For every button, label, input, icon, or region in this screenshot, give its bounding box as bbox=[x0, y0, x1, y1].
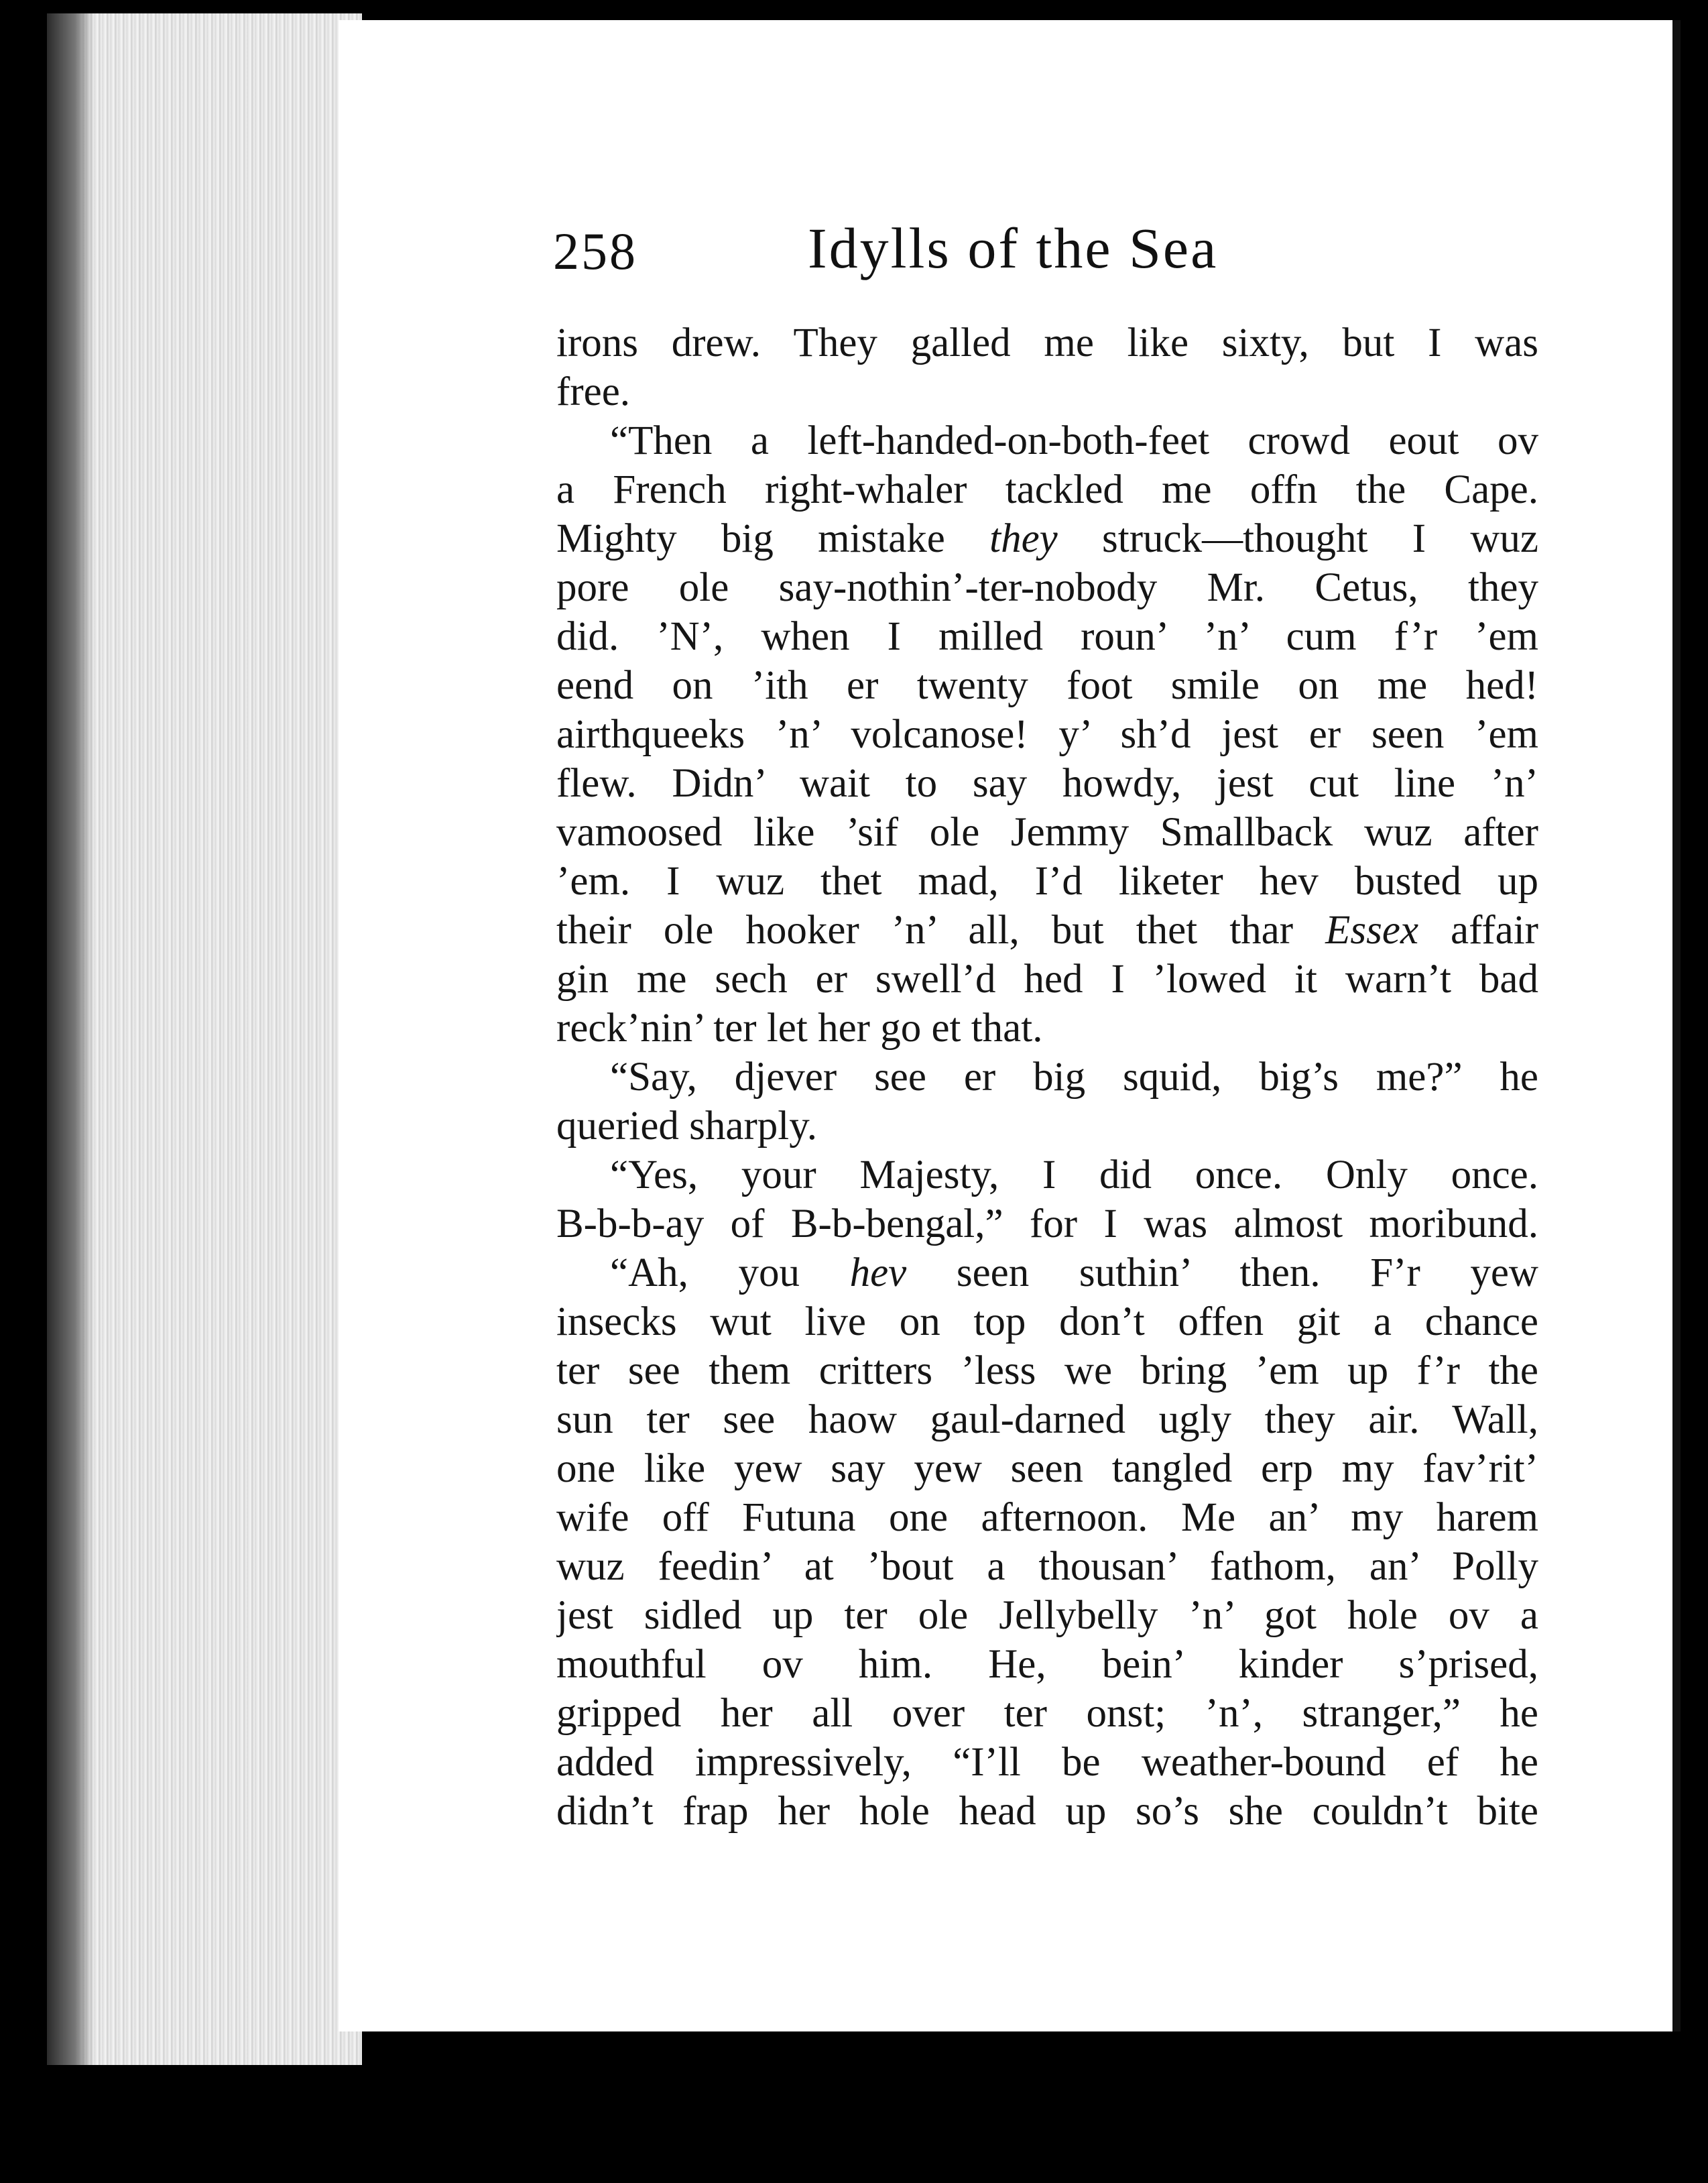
text-line: reck’nin’ ter let her go et that. bbox=[556, 1006, 1043, 1051]
text-line: “Then a left-handed-on-both-feet crowd eout ov bbox=[610, 418, 1538, 463]
page-number: 258 bbox=[553, 222, 637, 280]
text-line: gin me sech er swell’d hed I ’lowed it warn’t bad bbox=[556, 957, 1538, 1002]
body-text bbox=[556, 318, 1538, 1954]
text-line: wuz feedin’ at ’bout a thousan’ fathom, an’ Polly bbox=[556, 1544, 1538, 1589]
text-line: irons drew. They galled me like sixty, but I was bbox=[556, 320, 1538, 365]
text-line: gripped her all over ter onst; ’n’, stranger,” he bbox=[556, 1691, 1538, 1736]
italic-word: hev bbox=[849, 1250, 907, 1295]
text-line: queried sharply. bbox=[556, 1104, 818, 1148]
text-line: a French right-whaler tackled me offn the Cape. bbox=[556, 467, 1538, 512]
text-line: “Say, djever see er big squid, big’s me?” he bbox=[610, 1055, 1538, 1100]
text-line: eend on ’ith er twenty foot smile on me hed! bbox=[556, 663, 1538, 708]
running-title: Idylls of the Sea bbox=[808, 216, 1219, 280]
text-line: B-b-b-ay of B-b-bengal,” for I was almost moribund. bbox=[556, 1201, 1538, 1246]
text-line bbox=[556, 1248, 1538, 1297]
text-segment: “Ah, you bbox=[610, 1250, 850, 1295]
text-line: flew. Didn’ wait to say howdy, jest cut line ’n’ bbox=[556, 761, 1538, 806]
page-right-rule bbox=[1672, 20, 1681, 2031]
italic-word: they bbox=[989, 516, 1058, 561]
text-segment: Mighty big mistake bbox=[556, 516, 990, 561]
text-line bbox=[556, 514, 1538, 563]
text-line: airthqueeks ’n’ volcanose! y’ sh’d jest er seen ’em bbox=[556, 712, 1538, 757]
text-segment: struck—thought I wuz bbox=[1057, 516, 1538, 561]
text-line: sun ter see haow gaul-darned ugly they air. Wall, bbox=[556, 1397, 1538, 1442]
text-line: one like yew say yew seen tangled erp my fav’rit’ bbox=[556, 1446, 1538, 1491]
text-line: pore ole say-nothin’-ter-nobody Mr. Cetus, they bbox=[556, 565, 1538, 610]
text-line: added impressively, “I’ll be weather-bound ef he bbox=[556, 1740, 1538, 1785]
text-line: insecks wut live on top don’t offen git a chance bbox=[556, 1299, 1538, 1344]
text-line: ’em. I wuz thet mad, I’d liketer hev busted up bbox=[556, 859, 1538, 904]
text-line: didn’t frap her hole head up so’s she couldn’t bite bbox=[556, 1789, 1538, 1834]
page-edges-shadow bbox=[47, 13, 94, 2065]
text-line: “Yes, your Majesty, I did once. Only once. bbox=[610, 1153, 1538, 1197]
text-line bbox=[556, 906, 1538, 955]
scan-bottom-border bbox=[0, 2112, 1708, 2183]
text-line: ter see them critters ’less we bring ’em up f’r the bbox=[556, 1348, 1538, 1393]
text-segment: seen suthin’ then. F’r yew bbox=[906, 1250, 1538, 1295]
text-segment: affair bbox=[1418, 908, 1538, 953]
text-line: vamoosed like ’sif ole Jemmy Smallback wuz after bbox=[556, 810, 1538, 855]
running-header bbox=[553, 215, 1545, 302]
italic-word: Essex bbox=[1325, 908, 1419, 953]
text-line: wife off Futuna one afternoon. Me an’ my harem bbox=[556, 1495, 1538, 1540]
text-line: free. bbox=[556, 369, 631, 414]
text-line: did. ’N’, when I milled roun’ ’n’ cum f’r ’em bbox=[556, 614, 1538, 659]
text-line: jest sidled up ter ole Jellybelly ’n’ got hole ov a bbox=[556, 1593, 1538, 1638]
text-segment: their ole hooker ’n’ all, but thet thar bbox=[556, 908, 1326, 953]
text-line: mouthful ov him. He, bein’ kinder s’prised, bbox=[556, 1642, 1538, 1687]
page-edges bbox=[47, 13, 362, 2065]
